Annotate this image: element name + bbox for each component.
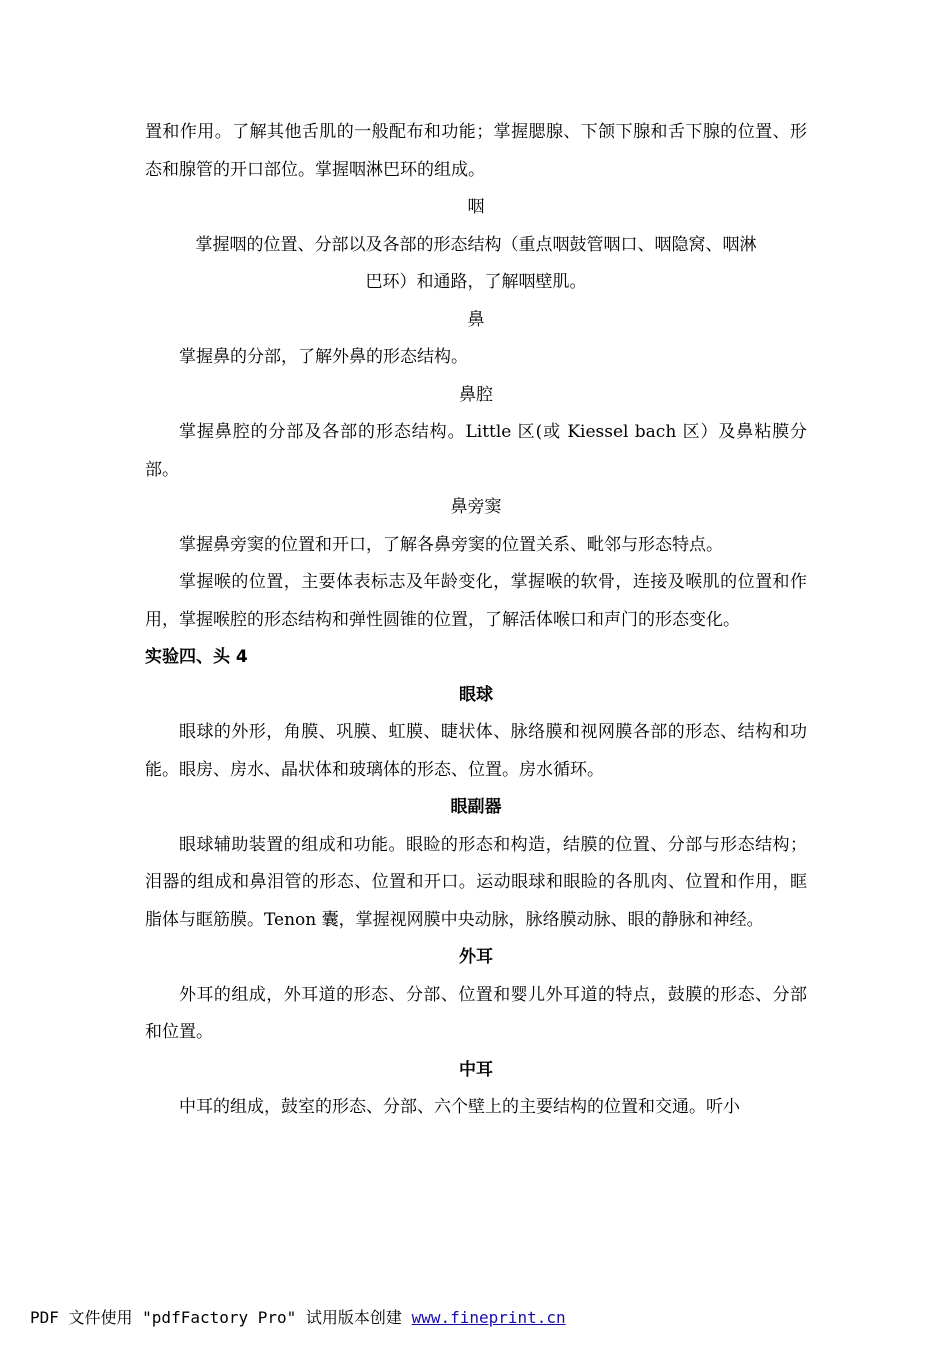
paragraph-tongue-glands: 置和作用。了解其他舌肌的一般配布和功能；掌握腮腺、下颌下腺和舌下腺的位置、形态和腺管的开口部位。掌握咽淋巴环的组成。	[145, 122, 807, 180]
heading-outer-ear: 外耳	[459, 947, 493, 967]
heading-accessory-organs: 眼副器	[450, 797, 502, 817]
paragraph-larynx: 掌握喉的位置，主要体表标志及年龄变化，掌握喉的软骨，连接及喉肌的位置和作用，掌握喉腔的形态结构和弹性圆锥的位置，了解活体喉口和声门的形态变化。	[145, 572, 807, 630]
paragraph-middle-ear: 中耳的组成，鼓室的形态、分部、六个壁上的主要结构的位置和交通。听小	[179, 1097, 740, 1117]
footer-text: PDF 文件使用 "pdfFactory Pro" 试用版本创建	[30, 1308, 412, 1327]
pdf-footer	[30, 1306, 566, 1330]
paragraph-accessory-organs: 眼球辅助装置的组成和功能。眼睑的形态和构造，结膜的位置、分部与形态结构；泪器的组成和鼻泪管的形态、位置和开口。运动眼球和眼睑的各肌肉、位置和作用，眶脂体与眶筋膜。Tenon 囊，掌握视网膜中央动脉，脉络膜动脉、眼的静脉和神经。	[145, 834, 807, 930]
paragraph-paranasal-sinus: 掌握鼻旁窦的位置和开口，了解各鼻旁窦的位置关系、毗邻与形态特点。	[179, 534, 723, 555]
heading-nasal-cavity: 鼻腔	[459, 384, 493, 405]
paragraph-pharynx-line2: 巴环）和通路，了解咽壁肌。	[365, 272, 587, 292]
paragraph-outer-ear: 外耳的组成，外耳道的形态、分部、位置和婴儿外耳道的特点，鼓膜的形态、分部和位置。	[145, 984, 807, 1042]
heading-eyeball: 眼球	[459, 684, 493, 705]
paragraph-pharynx-line1: 掌握咽的位置、分部以及各部的形态结构（重点咽鼓管咽口、咽隐窝、咽淋	[195, 234, 757, 255]
section-title: 实验四、头 4	[145, 647, 248, 667]
heading-middle-ear: 中耳	[459, 1059, 493, 1080]
paragraph-nasal-cavity: 掌握鼻腔的分部及各部的形态结构。Little 区(或 Kiessel bach 区）及鼻粘膜分部。	[145, 422, 807, 480]
heading-pharynx: 咽	[467, 197, 485, 217]
document-body	[145, 114, 807, 1127]
heading-paranasal-sinus: 鼻旁窦	[450, 497, 502, 517]
paragraph-nose: 掌握鼻的分部，了解外鼻的形态结构。	[179, 347, 468, 367]
footer-link[interactable]: www.fineprint.cn	[411, 1308, 566, 1327]
heading-nose: 鼻	[467, 309, 485, 330]
paragraph-eyeball: 眼球的外形，角膜、巩膜、虹膜、睫状体、脉络膜和视网膜各部的形态、结构和功能。眼房、房水、晶状体和玻璃体的形态、位置。房水循环。	[145, 722, 807, 780]
